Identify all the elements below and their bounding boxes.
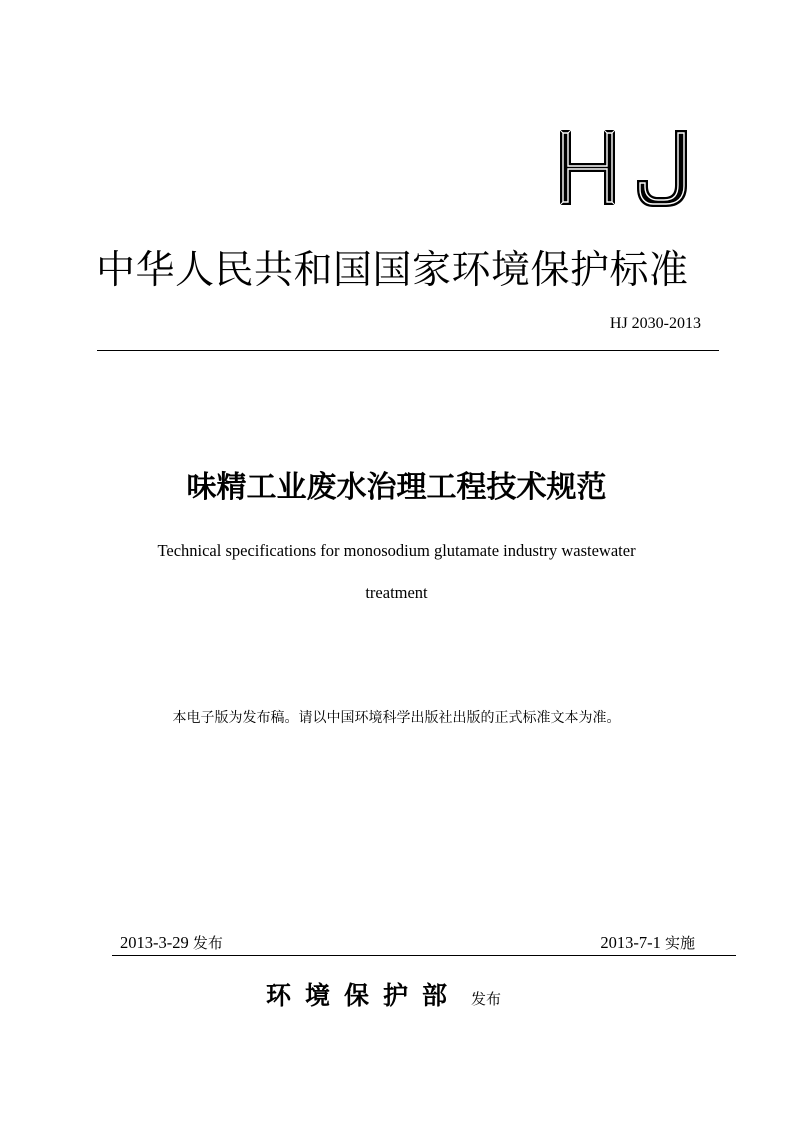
implementation-date: 2013-7-1 [600,933,661,952]
issue-date-block [120,932,223,954]
issue-label: 发布 [192,934,223,952]
implementation-label: 实施 [664,934,695,952]
document-title-cn: 味精工业废水治理工程技术规范 [186,470,607,505]
logo-text: HJ [557,122,559,123]
issuer-action: 发布 [471,990,502,1008]
footer-divider [112,955,736,956]
document-title-en-line1: Technical specifications for monosodium glutamate industry wastewater [157,541,636,560]
document-title-en-line2: treatment [365,583,428,602]
implementation-date-block [600,932,695,954]
issuer-block [266,976,501,1016]
issuing-authority-title: 中华人民共和国国家环境保护标准 [96,248,689,293]
hj-logo [557,122,697,212]
standard-number: HJ 2030-2013 [609,315,701,332]
electronic-version-note: 本电子版为发布稿。请以中国环境科学出版社出版的正式标准文本为准。 [172,710,621,726]
header-divider [97,350,719,351]
logo-letter-h [560,130,615,205]
logo-letter-j [637,130,687,207]
issue-date: 2013-3-29 [120,933,189,952]
issuer-name: 环境保护部 [266,981,462,1010]
